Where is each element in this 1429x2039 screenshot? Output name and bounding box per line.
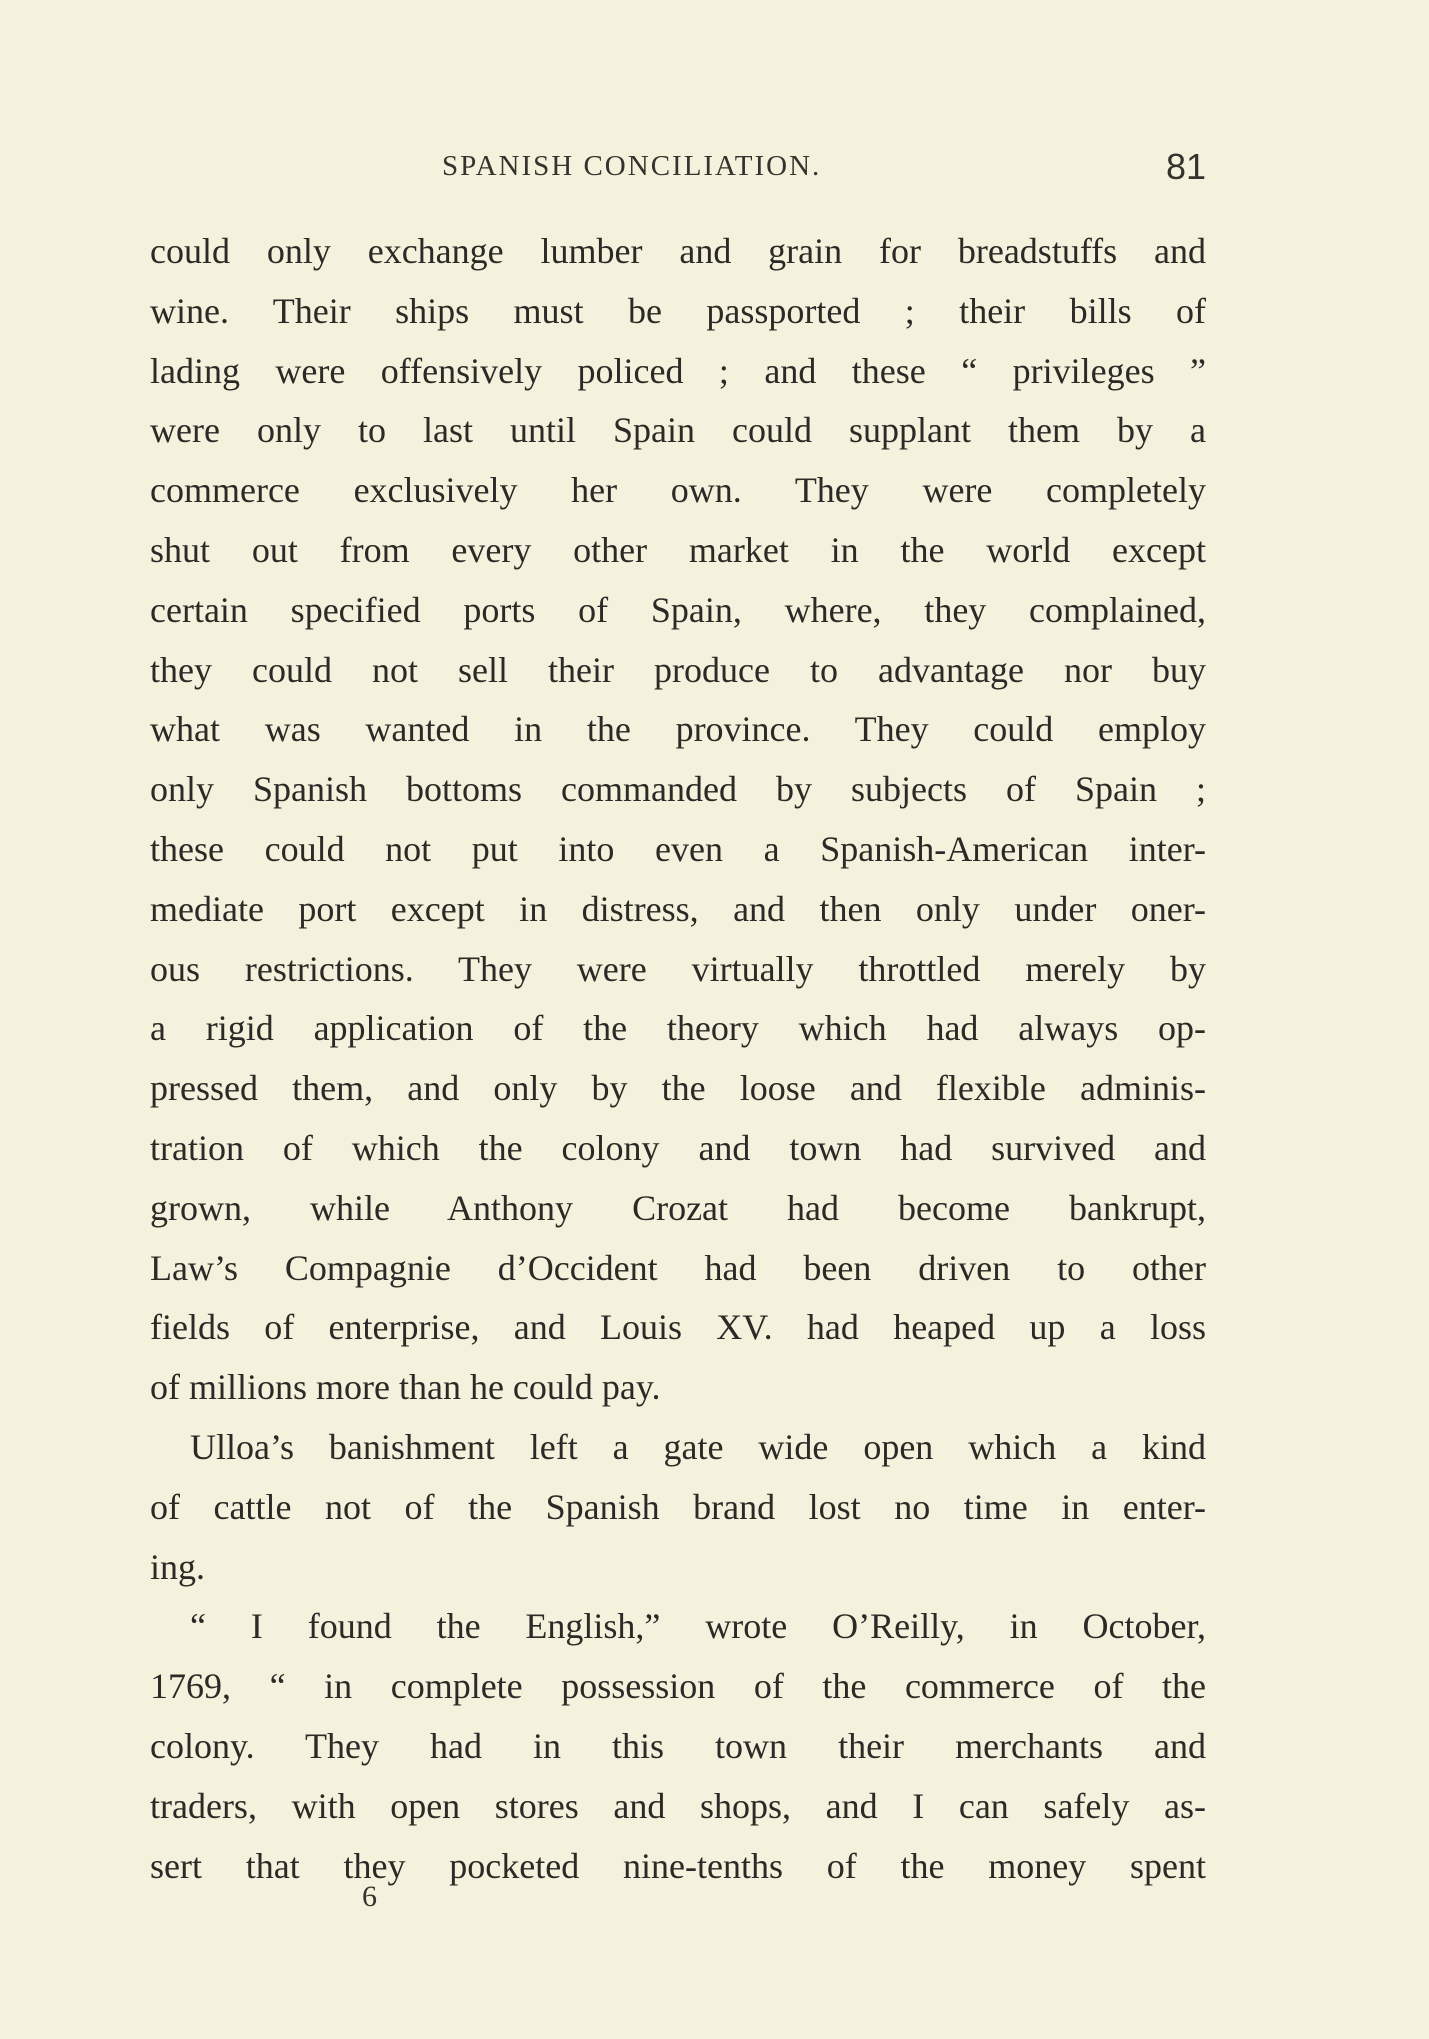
text-line: colony. They had in this town their merchants and [150,1725,1206,1766]
body-text [150,222,1206,1896]
signature-mark: 6 [362,1880,377,1913]
paragraph-start-line: Ulloa’s banishment left a gate wide open which a kind [190,1426,1206,1467]
text-line: they could not sell their produce to advantage nor buy [150,649,1206,690]
text-line: wine. Their ships must be passported ; their bills of [150,290,1206,331]
text-line: only Spanish bottoms commanded by subjects of Spain ; [150,769,1206,810]
paragraph-start-line: “ I found the English,” wrote O’Reilly, in October, [190,1606,1206,1647]
running-head [150,146,1206,196]
paragraph-end-line: ing. [150,1546,206,1587]
text-line: commerce exclusively her own. They were completely [150,470,1206,511]
text-line: what was wanted in the province. They could employ [150,709,1206,750]
page-number: 81 [1165,146,1206,187]
text-line: 1769, “ in complete possession of the commerce of the [150,1666,1206,1707]
text-line: traders, with open stores and shops, and I can safely as- [150,1785,1206,1826]
text-line: fields of enterprise, and Louis XV. had heaped up a loss [150,1307,1206,1348]
text-line: these could not put into even a Spanish-American inter- [150,828,1206,869]
running-title: SPANISH CONCILIATION. [442,150,822,182]
text-line: lading were offensively policed ; and these “ privileges ” [150,350,1206,391]
text-line: tration of which the colony and town had survived and [150,1127,1206,1168]
text-line: grown, while Anthony Crozat had become bankrupt, [150,1187,1206,1228]
text-line: were only to last until Spain could supplant them by a [150,410,1206,451]
text-line: mediate port except in distress, and then only under oner- [150,888,1206,929]
paragraph-end-line: of millions more than he could pay. [150,1367,661,1408]
text-line: shut out from every other market in the world except [150,529,1206,570]
text-line: Law’s Compagnie d’Occident had been driven to other [150,1247,1206,1288]
text-line: certain specified ports of Spain, where, they complained, [150,589,1206,630]
text-line: ous restrictions. They were virtually throttled merely by [150,948,1206,989]
text-line: could only exchange lumber and grain for breadstuffs and [150,231,1206,271]
text-line: pressed them, and only by the loose and flexible adminis- [150,1068,1206,1109]
text-line: a rigid application of the theory which had always op- [150,1008,1206,1049]
text-line: sert that they pocketed nine-tenths of the money spent [150,1845,1206,1886]
text-line: of cattle not of the Spanish brand lost no time in enter- [150,1486,1206,1527]
